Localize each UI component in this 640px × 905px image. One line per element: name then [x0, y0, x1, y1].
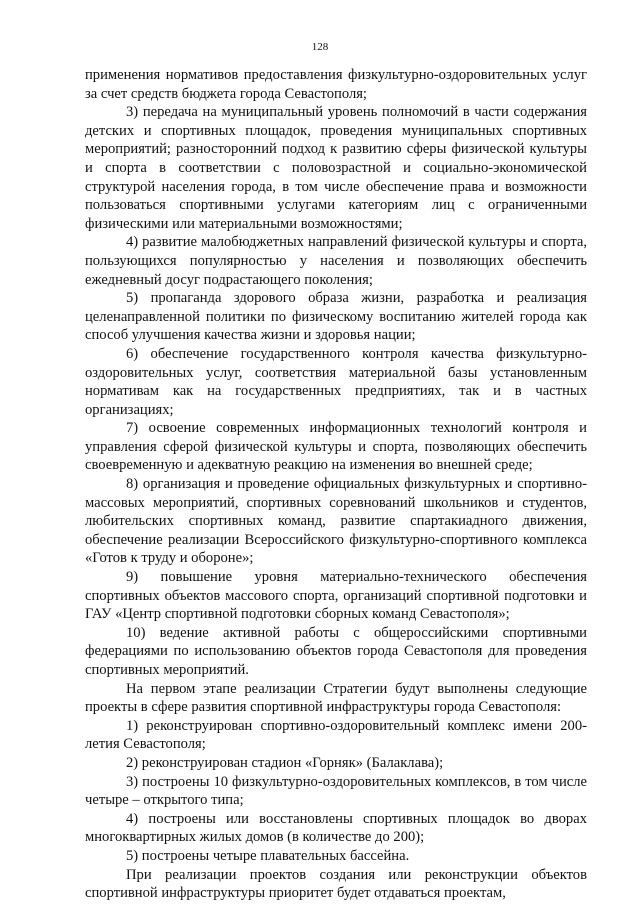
- project-item-3: 3) построены 10 физкультурно-оздоровительных комплексов, в том числе четыре – открытого типа;: [85, 773, 587, 809]
- project-item-1: 1) реконструирован спортивно-оздоровительный комплекс имени 200-летия Севастополя;: [85, 717, 587, 753]
- list-item-6: 6) обеспечение государственного контроля качества физкультурно-оздоровительных услуг, соответствия материальной базы установленным нормативам как на государственных предприятиях, так и в частных организациях;: [85, 345, 587, 418]
- list-item-7: 7) освоение современных информационных технологий контроля и управления сферой физической культуры и спорта, позволяющих обеспечить своевременную и адекватную реакцию на изменения во внешней среде;: [85, 420, 587, 474]
- list-item-4: 4) развитие малобюджетных направлений физической культуры и спорта, пользующихся популярностью у населения и позволяющих обеспечить ежедневный досуг подрастающего поколения;: [85, 234, 587, 288]
- closing-paragraph: При реализации проектов создания или реконструкции объектов спортивной инфраструктуры приоритет будет отдаваться проектам,: [85, 866, 587, 902]
- project-item-2: 2) реконструирован стадион «Горняк» (Балаклава);: [126, 754, 444, 771]
- list-item-5: 5) пропаганда здорового образа жизни, разработка и реализация целенаправленной политики по физическому воспитанию жителей города как способ улучшения качества жизни и здоровья нации;: [85, 290, 587, 344]
- list-item-8: 8) организация и проведение официальных физкультурных и спортивно-массовых мероприятий, спортивных соревнований школьников и студентов, любительских спортивных команд, развитие спартакиадного движения, обеспечение реализации Всероссийского физкультурно-спортивного комплекса «Готов к труду и обороне»;: [85, 476, 587, 567]
- page-number: 128: [311, 41, 329, 53]
- list-item-9: 9) повышение уровня материально-технического обеспечения спортивных объектов массового спорта, организаций спортивной подготовки и ГАУ «Центр спортивной подготовки сборных команд Севастополя»;: [85, 569, 587, 623]
- project-item-4: 4) построены или восстановлены спортивных площадок во дворах многоквартирных жилых домов (в количестве до 200);: [85, 810, 587, 846]
- paragraph-continuation: применения нормативов предоставления физкультурно-оздоровительных услуг за счет средств бюджета города Севастополя;: [85, 67, 587, 102]
- first-stage-intro: На первом этапе реализации Стратегии будут выполнены следующие проекты в сфере развития спортивной инфраструктуры города Севастополя:: [85, 680, 587, 716]
- project-item-5: 5) построены четыре плавательных бассейна.: [126, 847, 410, 864]
- list-item-10: 10) ведение активной работы с общероссийскими спортивными федерациями по использованию объектов города Севастополя для проведения спортивных мероприятий.: [85, 624, 587, 678]
- list-item-3: 3) передача на муниципальный уровень полномочий в части содержания детских и спортивных площадок, проведения муниципальных спортивных мероприятий; разносторонний подход к развитию сферы физической культуры и спорта в соответствии с половозрастной и социально-экономической структурой населения города, в том числе обеспечение права и возможности пользоваться спортивными услугами категориям лиц с ограниченными физическими или материальными возможностями;: [85, 104, 587, 232]
- document-body: [85, 66, 587, 903]
